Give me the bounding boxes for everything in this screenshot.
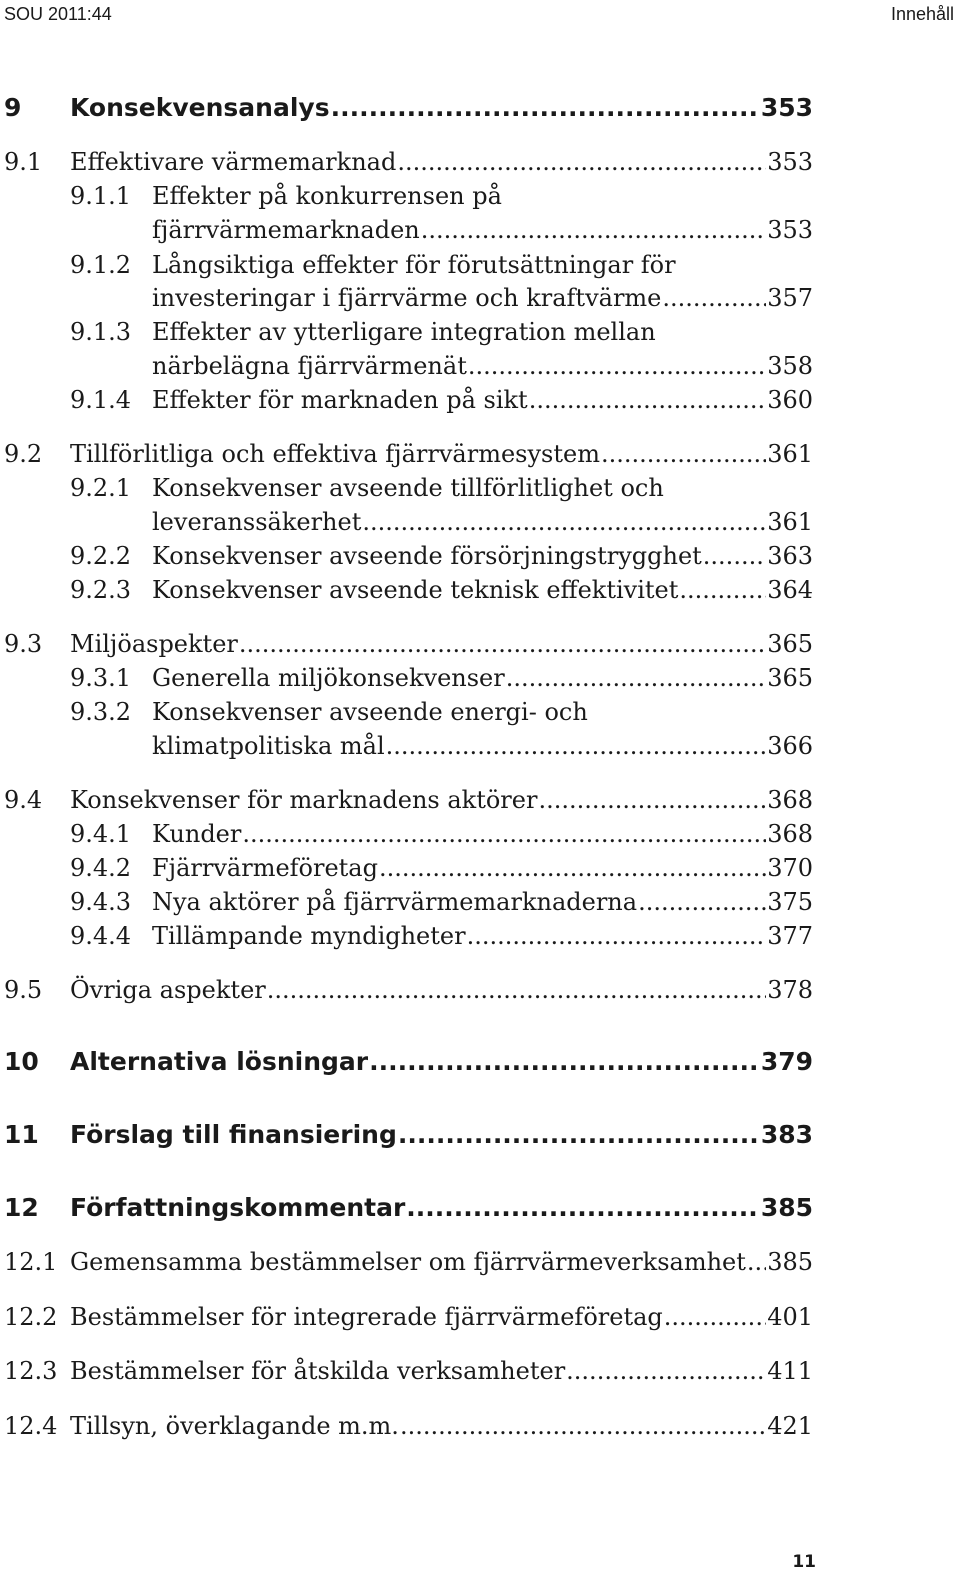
toc-entry-page: 353	[767, 148, 813, 176]
toc-entry-number: 9.4.4	[70, 922, 132, 950]
toc-entry-page: 421	[767, 1412, 813, 1440]
toc-entry-page: 360	[767, 386, 813, 414]
dot-leader	[679, 576, 766, 604]
dot-leader	[421, 216, 766, 244]
toc-entry-page: 366	[767, 732, 813, 760]
toc-entry-page: 401	[767, 1303, 813, 1331]
toc-entry-title: Effekter för marknaden på sikt	[152, 386, 528, 414]
toc-entry-number: 11	[4, 1120, 39, 1149]
toc-entry-title: klimatpolitiska mål	[152, 732, 385, 760]
dot-leader	[379, 854, 766, 882]
toc-entry-number: 9.4.1	[70, 820, 132, 848]
toc-entry-page: 370	[767, 854, 813, 882]
toc-entry-title: Fjärrvärmeföretag	[152, 854, 378, 882]
toc-entry-number: 9.3.1	[70, 664, 132, 692]
dot-leader	[267, 976, 766, 1004]
toc-entry-number: 9.3	[4, 630, 43, 658]
running-header-right: Innehåll	[890, 4, 954, 24]
dot-leader	[529, 386, 767, 414]
dot-leader	[467, 922, 767, 950]
toc-entry-number: 12.2	[4, 1303, 58, 1331]
toc-entry-title: Konsekvenser avseende energi- och	[152, 698, 588, 726]
toc-entry-title: Effektivare värmemarknad	[70, 148, 397, 176]
toc-entry-number: 9.4	[4, 786, 43, 814]
dot-leader	[400, 1412, 766, 1440]
toc-entry-number: 12.3	[4, 1357, 58, 1385]
toc-entry-title: Konsekvenser för marknadens aktörer	[70, 786, 538, 814]
dot-leader	[468, 352, 766, 380]
dot-leader	[331, 93, 760, 122]
dot-leader	[242, 820, 766, 848]
dot-leader	[369, 1047, 760, 1076]
toc-entry-title: Nya aktörer på fjärrvärmemarknaderna	[152, 888, 638, 916]
toc-entry-title: fjärrvärmemarknaden	[152, 216, 420, 244]
toc-entry-title: närbelägna fjärrvärmenät	[152, 352, 467, 380]
dot-leader	[703, 542, 766, 570]
toc-entry-title: Bestämmelser för integrerade fjärrvärmeföretag	[70, 1303, 663, 1331]
toc-entry-number: 9.5	[4, 976, 43, 1004]
dot-leader	[601, 440, 766, 468]
toc-entry-number: 12.1	[4, 1248, 58, 1276]
toc-entry-number: 10	[4, 1047, 39, 1076]
toc-entry-title: Tillämpande myndigheter	[152, 922, 466, 950]
toc-entry-number: 9.2.2	[70, 542, 132, 570]
toc-entry-page: 383	[760, 1120, 813, 1149]
toc-entry-title: investeringar i fjärrvärme och kraftvärme	[152, 284, 662, 312]
toc-entry-number: 9.4.2	[70, 854, 132, 882]
toc-entry-title: Tillsyn, överklagande m.m.	[70, 1412, 399, 1440]
toc-entry-page: 353	[760, 93, 813, 122]
toc-entry-title: Författningskommentar	[70, 1193, 406, 1222]
toc-entry-page: 411	[767, 1357, 813, 1385]
dot-leader	[506, 664, 766, 692]
toc-entry-page: 368	[767, 820, 813, 848]
toc-entry-number: 9.2.3	[70, 576, 132, 604]
dot-leader	[638, 888, 766, 916]
toc-entry-title: Bestämmelser för åtskilda verksamheter	[70, 1357, 566, 1385]
page-number: 11	[792, 1552, 816, 1572]
toc-entry-page: 365	[767, 664, 813, 692]
toc-entry-page: 364	[767, 576, 813, 604]
toc-entry-number: 12.4	[4, 1412, 58, 1440]
toc-entry-title: Förslag till finansiering	[70, 1120, 397, 1149]
toc-entry-number: 9.3.2	[70, 698, 132, 726]
toc-entry-number: 9.2.1	[70, 474, 132, 502]
dot-leader	[664, 1303, 766, 1331]
toc-entry-title: Generella miljökonsekvenser	[152, 664, 505, 692]
toc-entry-number: 9.4.3	[70, 888, 132, 916]
toc-entry-number: 12	[4, 1193, 39, 1222]
toc-entry-page: 365	[767, 630, 813, 658]
toc-entry-title: Konsekvensanalys	[70, 93, 330, 122]
running-header-left: SOU 2011:44	[4, 4, 112, 24]
toc-entry-title: Tillförlitliga och effektiva fjärrvärmesystem	[70, 440, 600, 468]
toc-entry-title: Konsekvenser avseende teknisk effektivitet	[152, 576, 679, 604]
dot-leader	[386, 732, 767, 760]
toc-entry-number: 9	[4, 93, 22, 122]
dot-leader	[406, 1193, 760, 1222]
toc-entry-page: 378	[767, 976, 813, 1004]
toc-entry-title: Effekter på konkurrensen på	[152, 182, 502, 210]
dot-leader	[747, 1248, 766, 1276]
dot-leader	[362, 508, 766, 536]
toc-entry-title: Konsekvenser avseende försörjningstrygghet	[152, 542, 702, 570]
toc-entry-title: Gemensamma bestämmelser om fjärrvärmeverksamhet	[70, 1248, 746, 1276]
toc-entry-page: 363	[767, 542, 813, 570]
toc-entry-number: 9.1.1	[70, 182, 132, 210]
toc-entry-number: 9.1.3	[70, 318, 132, 346]
toc-entry-title: leveranssäkerhet	[152, 508, 362, 536]
toc-entry-page: 358	[767, 352, 813, 380]
toc-entry-page: 379	[760, 1047, 813, 1076]
toc-entry-title: Miljöaspekter	[70, 630, 238, 658]
toc-entry-title: Övriga aspekter	[70, 976, 266, 1004]
toc-entry-number: 9.2	[4, 440, 43, 468]
dot-leader	[398, 1120, 760, 1149]
dot-leader	[566, 1357, 766, 1385]
toc-entry-number: 9.1.2	[70, 251, 132, 279]
toc-entry-title: Konsekvenser avseende tillförlitlighet och	[152, 474, 664, 502]
toc-entry-page: 375	[767, 888, 813, 916]
toc-entry-page: 385	[767, 1248, 813, 1276]
dot-leader	[239, 630, 766, 658]
toc-entry-title: Långsiktiga effekter för förutsättningar för	[152, 251, 676, 279]
toc-entry-number: 9.1.4	[70, 386, 132, 414]
toc-entry-title: Kunder	[152, 820, 242, 848]
toc-entry-page: 377	[767, 922, 813, 950]
toc-entry-title: Alternativa lösningar	[70, 1047, 369, 1076]
toc-entry-page: 385	[760, 1193, 813, 1222]
toc-entry-page: 357	[767, 284, 813, 312]
toc-entry-page: 361	[767, 508, 813, 536]
dot-leader	[538, 786, 766, 814]
toc-entry-page: 353	[767, 216, 813, 244]
dot-leader	[397, 148, 766, 176]
toc-entry-number: 9.1	[4, 148, 43, 176]
dot-leader	[662, 284, 766, 312]
toc-entry-title: Effekter av ytterligare integration mellan	[152, 318, 656, 346]
toc-entry-page: 361	[767, 440, 813, 468]
toc-entry-page: 368	[767, 786, 813, 814]
